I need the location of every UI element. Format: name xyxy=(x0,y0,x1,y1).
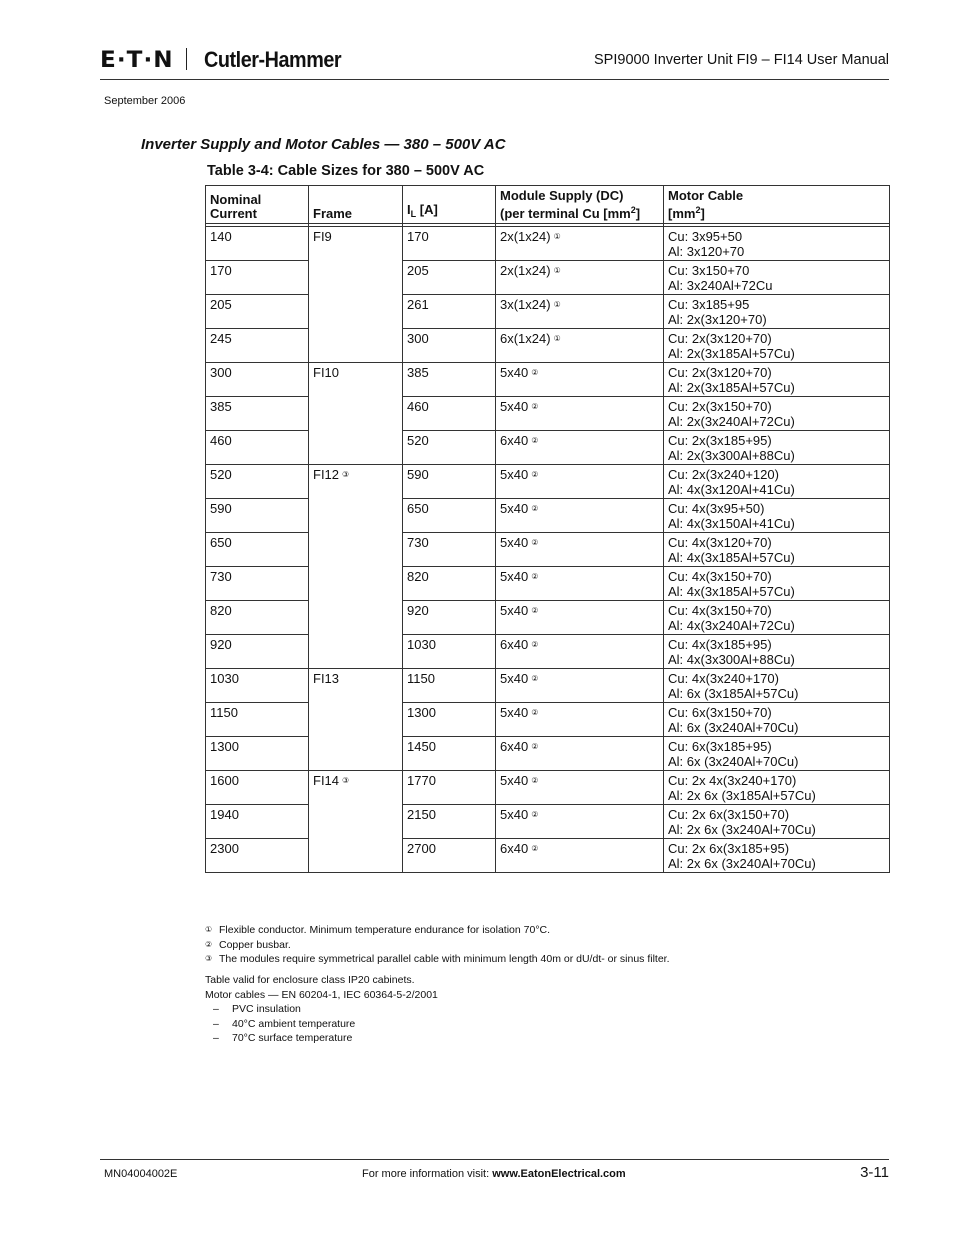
frame-cell xyxy=(309,363,403,465)
more-info xyxy=(362,1168,626,1180)
table-row xyxy=(206,567,890,601)
il-cell: 1450 xyxy=(403,737,496,771)
module-supply-value: 3x(1x24) xyxy=(500,297,551,312)
nominal-current-cell: 1030 xyxy=(206,669,309,703)
copper-cable-value: Cu: 3x150+70 xyxy=(668,263,750,278)
il-cell: 520 xyxy=(403,431,496,465)
module-supply-value: 6x40 xyxy=(500,637,529,652)
il-cell: 1030 xyxy=(403,635,496,669)
nominal-current-cell: 205 xyxy=(206,295,309,329)
nominal-current-cell: 245 xyxy=(206,329,309,363)
il-cell: 650 xyxy=(403,499,496,533)
footnote-marker: ③ xyxy=(342,470,350,479)
frame-label: FI9 xyxy=(313,229,332,244)
frame-label: FI13 xyxy=(313,671,340,686)
footnote-marker: ② xyxy=(531,708,539,717)
footnote-marker: ② xyxy=(531,368,539,377)
module-supply-cell xyxy=(496,635,664,669)
header-nominal-current-line2: Current xyxy=(210,206,257,221)
header-module-line1: Module Supply (DC) xyxy=(500,188,624,203)
bullet-text: 70°C surface temperature xyxy=(232,1032,353,1044)
header-module-supply xyxy=(496,186,664,224)
nominal-current-cell: 520 xyxy=(206,465,309,499)
module-supply-cell xyxy=(496,499,664,533)
aluminium-cable-value: Al: 4x(3x120Al+41Cu) xyxy=(668,482,795,497)
il-cell: 2150 xyxy=(403,805,496,839)
module-supply-value: 5x40 xyxy=(500,773,529,788)
module-supply-cell xyxy=(496,805,664,839)
il-cell: 1150 xyxy=(403,669,496,703)
footnote-text: The modules require symmetrical parallel cable with minimum length 40m or dU/dt- or sinus filter. xyxy=(219,953,670,965)
table-row xyxy=(206,533,890,567)
motor-cable-cell xyxy=(664,465,890,499)
module-supply-cell xyxy=(496,329,664,363)
module-supply-value: 5x40 xyxy=(500,569,529,584)
aluminium-cable-value: Al: 2x 6x (3x240Al+70Cu) xyxy=(668,856,816,871)
bullet-item xyxy=(205,1002,438,1017)
footnote-marker: ② xyxy=(531,504,539,513)
copper-cable-value: Cu: 2x 6x(3x150+70) xyxy=(668,807,790,822)
table-notes xyxy=(205,973,438,1046)
footnote-marker: ① xyxy=(553,300,561,309)
bullet-item xyxy=(205,1017,438,1032)
module-supply-value: 5x40 xyxy=(500,467,529,482)
copper-cable-value: Cu: 2x(3x120+70) xyxy=(668,331,772,346)
header-frame xyxy=(309,186,403,224)
copper-cable-value: Cu: 6x(3x185+95) xyxy=(668,739,772,754)
header-motor-cable xyxy=(664,186,890,224)
module-supply-value: 6x40 xyxy=(500,433,529,448)
header-nominal-current-line1: Nominal xyxy=(210,192,262,207)
nominal-current-cell: 730 xyxy=(206,567,309,601)
table-row xyxy=(206,839,890,873)
motor-cables-note: Motor cables — EN 60204-1, IEC 60364-5-2/2001 xyxy=(205,988,438,1001)
module-supply-value: 5x40 xyxy=(500,365,529,380)
copper-cable-value: Cu: 2x(3x120+70) xyxy=(668,365,772,380)
motor-cable-cell xyxy=(664,499,890,533)
motor-cable-cell xyxy=(664,703,890,737)
footnote-marker: ② xyxy=(531,674,539,683)
frame-label: FI10 xyxy=(313,365,340,380)
frame-cell xyxy=(309,465,403,669)
module-supply-value: 2x(1x24) xyxy=(500,263,551,278)
motor-cable-cell xyxy=(664,839,890,873)
module-supply-cell xyxy=(496,567,664,601)
module-supply-cell xyxy=(496,771,664,805)
footnotes xyxy=(205,923,670,967)
table-row xyxy=(206,635,890,669)
nominal-current-cell: 300 xyxy=(206,363,309,397)
table-row xyxy=(206,703,890,737)
module-supply-cell xyxy=(496,397,664,431)
module-supply-cell xyxy=(496,703,664,737)
module-supply-cell xyxy=(496,839,664,873)
table-row xyxy=(206,737,890,771)
motor-cable-cell xyxy=(664,601,890,635)
header-motor-line1: Motor Cable xyxy=(668,188,744,203)
motor-cable-cell xyxy=(664,567,890,601)
motor-cable-cell xyxy=(664,295,890,329)
il-cell: 730 xyxy=(403,533,496,567)
footnote-text: Flexible conductor. Minimum temperature endurance for isolation 70°C. xyxy=(219,924,551,936)
header-module-superscript: 2 xyxy=(630,205,636,215)
nominal-current-cell: 170 xyxy=(206,261,309,295)
module-supply-value: 5x40 xyxy=(500,705,529,720)
motor-cable-cell xyxy=(664,329,890,363)
aluminium-cable-value: Al: 4x(3x185Al+57Cu) xyxy=(668,584,795,599)
copper-cable-value: Cu: 2x(3x240+120) xyxy=(668,467,779,482)
footnote-marker: ② xyxy=(531,436,539,445)
footnote-marker: ② xyxy=(531,776,539,785)
bullet-dash: – xyxy=(213,1017,219,1030)
nominal-current-cell: 820 xyxy=(206,601,309,635)
motor-cable-cell xyxy=(664,227,890,261)
bullet-text: PVC insulation xyxy=(232,1003,301,1015)
header-il-subscript: L xyxy=(410,209,417,219)
table-row xyxy=(206,363,890,397)
nominal-current-cell: 140 xyxy=(206,227,309,261)
motor-cable-cell xyxy=(664,533,890,567)
module-supply-value: 5x40 xyxy=(500,399,529,414)
table-body xyxy=(206,227,890,873)
module-supply-value: 5x40 xyxy=(500,603,529,618)
nominal-current-cell: 1150 xyxy=(206,703,309,737)
il-cell: 1300 xyxy=(403,703,496,737)
header-module-end: ] xyxy=(635,206,641,221)
module-supply-cell xyxy=(496,295,664,329)
bullet-dash: – xyxy=(213,1032,219,1044)
footnote-marker: ③ xyxy=(342,776,350,785)
nominal-current-cell: 1940 xyxy=(206,805,309,839)
aluminium-cable-value: Al: 4x(3x300Al+88Cu) xyxy=(668,652,795,667)
footnote-marker: ① xyxy=(553,266,561,275)
il-cell: 2700 xyxy=(403,839,496,873)
aluminium-cable-value: Al: 6x (3x240Al+70Cu) xyxy=(668,754,799,769)
nominal-current-cell: 590 xyxy=(206,499,309,533)
header-il xyxy=(403,186,496,224)
il-cell: 385 xyxy=(403,363,496,397)
publication-date: September 2006 xyxy=(104,95,186,107)
il-cell: 920 xyxy=(403,601,496,635)
table-row xyxy=(206,397,890,431)
motor-cable-cell xyxy=(664,669,890,703)
module-supply-cell xyxy=(496,601,664,635)
table-row xyxy=(206,771,890,805)
table-row xyxy=(206,465,890,499)
copper-cable-value: Cu: 2x(3x150+70) xyxy=(668,399,772,414)
module-supply-value: 5x40 xyxy=(500,807,529,822)
bullet-text: 40°C ambient temperature xyxy=(232,1017,356,1030)
il-cell: 261 xyxy=(403,295,496,329)
module-supply-cell xyxy=(496,363,664,397)
aluminium-cable-value: Al: 2x(3x240Al+72Cu) xyxy=(668,414,795,429)
header-module-line2: (per terminal Cu [mm xyxy=(500,206,631,221)
document-title: SPI9000 Inverter Unit FI9 – FI14 User Manual xyxy=(594,52,889,68)
section-title: Inverter Supply and Motor Cables — 380 – 500V AC xyxy=(141,136,506,153)
motor-cable-cell xyxy=(664,737,890,771)
copper-cable-value: Cu: 3x185+95 xyxy=(668,297,750,312)
module-supply-cell xyxy=(496,669,664,703)
aluminium-cable-value: Al: 3x240Al+72Cu xyxy=(668,278,773,293)
footnote-marker: ① xyxy=(205,925,213,934)
il-cell: 170 xyxy=(403,227,496,261)
document-number: MN04004002E xyxy=(104,1168,178,1180)
copper-cable-value: Cu: 2x(3x185+95) xyxy=(668,433,772,448)
aluminium-cable-value: Al: 4x(3x240Al+72Cu) xyxy=(668,618,795,633)
aluminium-cable-value: Al: 2x 6x (3x185Al+57Cu) xyxy=(668,788,816,803)
il-cell: 460 xyxy=(403,397,496,431)
brand-name: Cutler-Hammer xyxy=(204,47,342,72)
copper-cable-value: Cu: 3x95+50 xyxy=(668,229,743,244)
aluminium-cable-value: Al: 2x(3x300Al+88Cu) xyxy=(668,448,795,463)
copper-cable-value: Cu: 4x(3x150+70) xyxy=(668,603,772,618)
module-supply-value: 2x(1x24) xyxy=(500,229,551,244)
il-cell: 820 xyxy=(403,567,496,601)
module-supply-cell xyxy=(496,261,664,295)
aluminium-cable-value: Al: 6x (3x240Al+70Cu) xyxy=(668,720,799,735)
header-motor-superscript: 2 xyxy=(695,205,701,215)
footnote-marker: ② xyxy=(531,606,539,615)
header-motor-end: ] xyxy=(700,206,705,221)
copper-cable-value: Cu: 6x(3x150+70) xyxy=(668,705,772,720)
copper-cable-value: Cu: 4x(3x185+95) xyxy=(668,637,772,652)
footnote xyxy=(205,938,670,953)
module-supply-value: 5x40 xyxy=(500,535,529,550)
table-row xyxy=(206,669,890,703)
enclosure-note: Table valid for enclosure class IP20 cabinets. xyxy=(205,974,415,986)
footnote-marker: ② xyxy=(531,742,539,751)
footnote-marker: ② xyxy=(531,572,539,581)
module-supply-value: 6x40 xyxy=(500,841,529,856)
copper-cable-value: Cu: 4x(3x150+70) xyxy=(668,569,772,584)
module-supply-cell xyxy=(496,465,664,499)
footnote-marker: ① xyxy=(553,334,561,343)
header-il-unit: [A] xyxy=(416,202,438,217)
aluminium-cable-value: Al: 4x(3x185Al+57Cu) xyxy=(668,550,795,565)
page-number: 3-11 xyxy=(860,1164,889,1181)
footnote-marker: ② xyxy=(531,538,539,547)
table-row xyxy=(206,601,890,635)
table-row xyxy=(206,227,890,261)
nominal-current-cell: 650 xyxy=(206,533,309,567)
copper-cable-value: Cu: 4x(3x240+170) xyxy=(668,671,779,686)
cable-sizes-table xyxy=(205,185,890,873)
page-header xyxy=(100,44,889,80)
aluminium-cable-value: Al: 2x(3x120+70) xyxy=(668,312,767,327)
motor-cable-cell xyxy=(664,261,890,295)
motor-cable-cell xyxy=(664,363,890,397)
module-supply-value: 6x(1x24) xyxy=(500,331,551,346)
header-nominal-current xyxy=(206,186,309,224)
module-supply-value: 5x40 xyxy=(500,671,529,686)
table-header-row xyxy=(206,186,890,224)
frame-label: FI14 xyxy=(313,773,340,788)
nominal-current-cell: 2300 xyxy=(206,839,309,873)
footnote-text: Copper busbar. xyxy=(219,938,291,951)
module-supply-value: 5x40 xyxy=(500,501,529,516)
aluminium-cable-value: Al: 6x (3x185Al+57Cu) xyxy=(668,686,799,701)
nominal-current-cell: 1300 xyxy=(206,737,309,771)
module-supply-cell xyxy=(496,227,664,261)
module-supply-cell xyxy=(496,431,664,465)
il-cell: 590 xyxy=(403,465,496,499)
motor-cable-cell xyxy=(664,397,890,431)
table-row xyxy=(206,295,890,329)
table-title: Table 3-4: Cable Sizes for 380 – 500V AC xyxy=(207,163,485,179)
copper-cable-value: Cu: 2x 6x(3x185+95) xyxy=(668,841,790,856)
bullet-item xyxy=(205,1031,438,1046)
table-row xyxy=(206,805,890,839)
aluminium-cable-value: Al: 3x120+70 xyxy=(668,244,745,259)
nominal-current-cell: 385 xyxy=(206,397,309,431)
aluminium-cable-value: Al: 2x(3x185Al+57Cu) xyxy=(668,346,795,361)
copper-cable-value: Cu: 4x(3x95+50) xyxy=(668,501,765,516)
footnote-marker: ② xyxy=(531,844,539,853)
motor-cable-cell xyxy=(664,771,890,805)
motor-cable-cell xyxy=(664,635,890,669)
nominal-current-cell: 460 xyxy=(206,431,309,465)
more-info-prefix: For more information visit: xyxy=(362,1168,493,1180)
motor-cable-cell xyxy=(664,431,890,465)
table-row xyxy=(206,261,890,295)
footnote-marker: ③ xyxy=(205,954,213,963)
footnote-marker: ② xyxy=(531,640,539,649)
frame-cell xyxy=(309,227,403,363)
footnote-marker: ② xyxy=(205,939,213,949)
frame-label: FI12 xyxy=(313,467,340,482)
footnote-marker: ② xyxy=(531,402,539,411)
frame-cell xyxy=(309,771,403,873)
table-row xyxy=(206,329,890,363)
footer-divider xyxy=(100,1159,889,1160)
module-supply-value: 6x40 xyxy=(500,739,529,754)
nominal-current-cell: 920 xyxy=(206,635,309,669)
aluminium-cable-value: Al: 4x(3x150Al+41Cu) xyxy=(668,516,795,531)
footnote-marker: ① xyxy=(553,232,561,241)
table-row xyxy=(206,431,890,465)
header-il-main: I xyxy=(407,202,411,217)
il-cell: 300 xyxy=(403,329,496,363)
logo-divider xyxy=(186,48,187,70)
copper-cable-value: Cu: 2x 4x(3x240+170) xyxy=(668,773,797,788)
il-cell: 205 xyxy=(403,261,496,295)
module-supply-cell xyxy=(496,533,664,567)
website-link[interactable]: www.EatonElectrical.com xyxy=(492,1168,626,1180)
copper-cable-value: Cu: 4x(3x120+70) xyxy=(668,535,772,550)
frame-cell xyxy=(309,669,403,771)
motor-cable-cell xyxy=(664,805,890,839)
aluminium-cable-value: Al: 2x(3x185Al+57Cu) xyxy=(668,380,795,395)
footnote-marker: ② xyxy=(531,810,539,819)
header-divider xyxy=(100,79,889,80)
module-supply-cell xyxy=(496,737,664,771)
header-frame-label: Frame xyxy=(313,206,353,221)
nominal-current-cell: 1600 xyxy=(206,771,309,805)
footnote-marker: ② xyxy=(531,470,539,479)
footnote xyxy=(205,923,670,938)
header-motor-line2: [mm xyxy=(668,206,696,221)
bullet-dash: – xyxy=(213,1003,219,1015)
eaton-logo: E·T·N xyxy=(100,48,174,73)
table-row xyxy=(206,499,890,533)
il-cell: 1770 xyxy=(403,771,496,805)
aluminium-cable-value: Al: 2x 6x (3x240Al+70Cu) xyxy=(668,822,816,837)
footnote xyxy=(205,952,670,967)
